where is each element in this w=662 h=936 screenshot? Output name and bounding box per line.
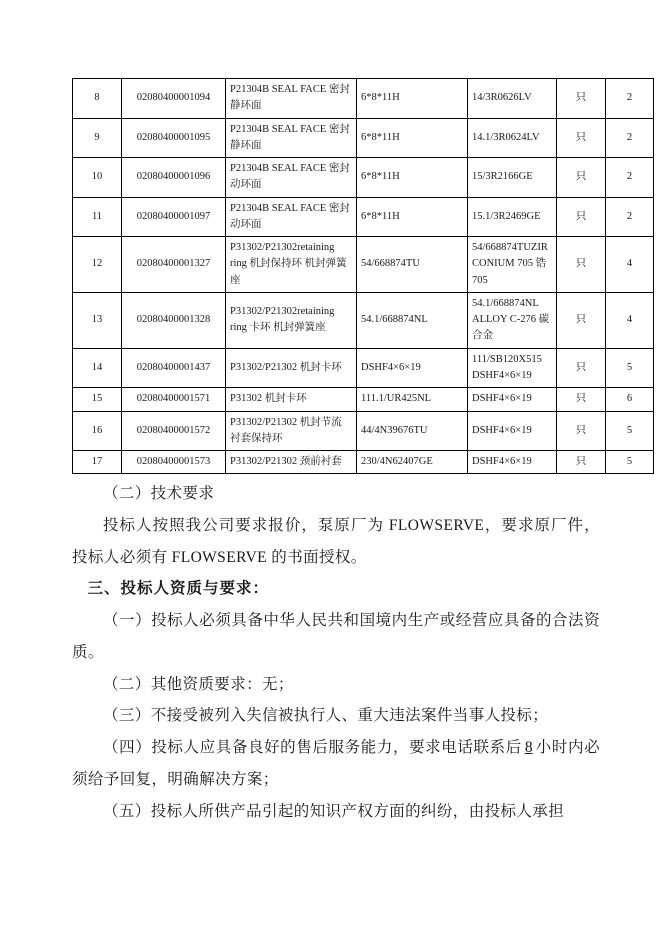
cell-qty: 5 xyxy=(606,411,654,451)
cell-index: 17 xyxy=(73,451,122,474)
cell-material: 14.1/3R0624LV xyxy=(468,118,557,158)
table-row xyxy=(73,388,654,411)
cell-qty: 6 xyxy=(606,388,654,411)
cell-spec: 230/4N62407GE xyxy=(357,451,468,474)
cell-index: 15 xyxy=(73,388,122,411)
table-row xyxy=(73,451,654,474)
table-row xyxy=(73,411,654,451)
cell-spec: 6*8*11H xyxy=(357,118,468,158)
cell-desc: P21304B SEAL FACE 密封动环面 xyxy=(226,158,357,198)
qualification-item-4 xyxy=(72,732,600,796)
table-row xyxy=(73,237,654,293)
cell-desc: P31302/P21302 机封卡环 xyxy=(226,348,357,388)
cell-qty: 2 xyxy=(606,158,654,198)
table-row xyxy=(73,158,654,198)
cell-unit: 只 xyxy=(557,292,606,348)
table-row xyxy=(73,348,654,388)
cell-qty: 2 xyxy=(606,79,654,119)
cell-desc: P21304B SEAL FACE 密封动环面 xyxy=(226,197,357,237)
cell-qty: 5 xyxy=(606,451,654,474)
cell-material: DSHF4×6×19 xyxy=(468,451,557,474)
cell-spec: 44/4N39676TU xyxy=(357,411,468,451)
tech-requirement-body: 投标人按照我公司要求报价，泵原厂为 FLOWSERVE，要求原厂件，投标人必须有 FLOWSERVE 的书面授权。 xyxy=(72,516,600,566)
cell-spec: 6*8*11H xyxy=(357,158,468,198)
cell-code: 02080400001573 xyxy=(122,451,226,474)
cell-unit: 只 xyxy=(557,158,606,198)
cell-code: 02080400001327 xyxy=(122,237,226,293)
table-row xyxy=(73,118,654,158)
cell-qty: 5 xyxy=(606,348,654,388)
cell-code: 02080400001095 xyxy=(122,118,226,158)
cell-spec: 6*8*11H xyxy=(357,79,468,119)
cell-material: 15.1/3R2469GE xyxy=(468,197,557,237)
body-text-block xyxy=(72,478,600,827)
cell-desc: P31302/P21302 机封节流衬套保持环 xyxy=(226,411,357,451)
cell-desc: P31302/P21302retaining ring 机封保持环 机封弹簧座 xyxy=(226,237,357,293)
cell-index: 8 xyxy=(73,79,122,119)
cell-index: 12 xyxy=(73,237,122,293)
cell-desc: P31302/P21302retaining ring 卡环 机封弹簧座 xyxy=(226,292,357,348)
cell-code: 02080400001096 xyxy=(122,158,226,198)
cell-code: 02080400001437 xyxy=(122,348,226,388)
cell-code: 02080400001097 xyxy=(122,197,226,237)
cell-desc: P31302 机封卡环 xyxy=(226,388,357,411)
cell-material: 111/SB120X515 DSHF4×6×19 xyxy=(468,348,557,388)
cell-index: 13 xyxy=(73,292,122,348)
cell-index: 14 xyxy=(73,348,122,388)
qualification-item-3: （三）不接受被列入失信被执行人、重大违法案件当事人投标； xyxy=(103,707,549,725)
qualification-item-5: （五）投标人所供产品引起的知识产权方面的纠纷，由投标人承担 xyxy=(103,802,565,820)
cell-unit: 只 xyxy=(557,388,606,411)
cell-desc: P21304B SEAL FACE 密封静环面 xyxy=(226,118,357,158)
cell-material: DSHF4×6×19 xyxy=(468,388,557,411)
cell-unit: 只 xyxy=(557,79,606,119)
cell-spec: 54.1/668874NL xyxy=(357,292,468,348)
cell-index: 11 xyxy=(73,197,122,237)
table-row xyxy=(73,292,654,348)
cell-index: 9 xyxy=(73,118,122,158)
cell-material: 14/3R0626LV xyxy=(468,79,557,119)
parts-table-body xyxy=(73,79,654,474)
response-hours-value: 8 xyxy=(524,739,533,757)
cell-spec: 54/668874TU xyxy=(357,237,468,293)
cell-unit: 只 xyxy=(557,348,606,388)
cell-code: 02080400001328 xyxy=(122,292,226,348)
cell-unit: 只 xyxy=(557,451,606,474)
cell-unit: 只 xyxy=(557,411,606,451)
cell-spec: 6*8*11H xyxy=(357,197,468,237)
cell-qty: 2 xyxy=(606,197,654,237)
cell-spec: DSHF4×6×19 xyxy=(357,348,468,388)
cell-spec: 111.1/UR425NL xyxy=(357,388,468,411)
qualification-item-2: （二）其他资质要求：无； xyxy=(103,675,294,693)
cell-index: 10 xyxy=(73,158,122,198)
cell-desc: P21304B SEAL FACE 密封静环面 xyxy=(226,79,357,119)
table-row xyxy=(73,79,654,119)
cell-unit: 只 xyxy=(557,237,606,293)
cell-unit: 只 xyxy=(557,197,606,237)
cell-code: 02080400001094 xyxy=(122,79,226,119)
tech-requirement-title: （二）技术要求 xyxy=(103,485,215,502)
cell-material: DSHF4×6×19 xyxy=(468,411,557,451)
cell-index: 16 xyxy=(73,411,122,451)
cell-qty: 4 xyxy=(606,292,654,348)
cell-code: 02080400001571 xyxy=(122,388,226,411)
parts-table xyxy=(72,78,654,474)
table-row xyxy=(73,197,654,237)
cell-material: 15/3R2166GE xyxy=(468,158,557,198)
cell-unit: 只 xyxy=(557,118,606,158)
cell-qty: 2 xyxy=(606,118,654,158)
qualification-item-4-suffix: 小时内必须给予回复，明确解决方案； xyxy=(72,739,600,788)
cell-qty: 4 xyxy=(606,237,654,293)
qualification-item-4-prefix: （四）投标人应具备良好的售后服务能力，要求电话联系后 xyxy=(103,739,522,757)
cell-code: 02080400001572 xyxy=(122,411,226,451)
cell-desc: P31302/P21302 颈前衬套 xyxy=(226,451,357,474)
cell-material: 54/668874TUZIRCONIUM 705 锆705 xyxy=(468,237,557,293)
qualification-item-1: （一）投标人必须具备中华人民共和国境内生产或经营应具备的合法资质。 xyxy=(72,612,600,661)
cell-material: 54.1/668874NL ALLOY C-276 碳合金 xyxy=(468,292,557,348)
bidder-qualification-heading: 三、投标人资质与要求： xyxy=(87,580,270,598)
